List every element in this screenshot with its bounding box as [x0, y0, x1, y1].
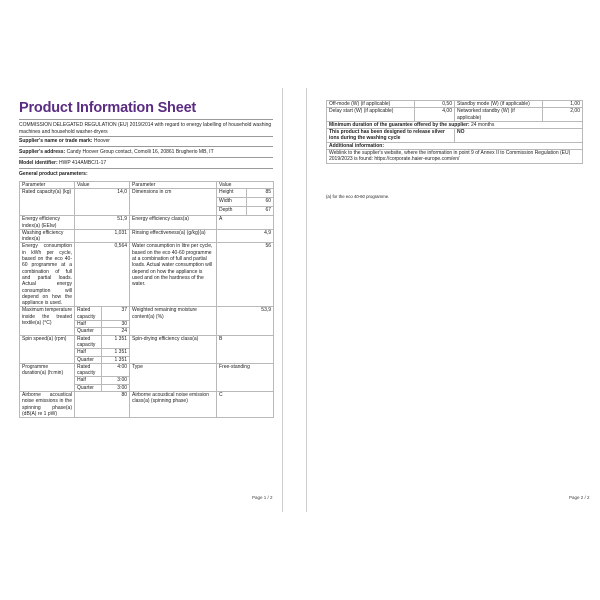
- divider: [19, 168, 273, 169]
- header-value: Value: [217, 182, 274, 189]
- noise-class-label: Airborne acoustical noise emission class(a) (spinning phase): [130, 392, 217, 418]
- supplier-address-label: Supplier's address:: [19, 149, 66, 155]
- table-row: [327, 150, 583, 164]
- standby-value: 1,00: [543, 101, 583, 108]
- spin-class-value: B: [217, 335, 274, 363]
- table-row: [20, 216, 274, 230]
- rated-capacity-value: 14,0: [75, 189, 130, 216]
- moisture-value: 53,9: [217, 307, 274, 335]
- temp-half-label: Half: [75, 321, 102, 328]
- parameters-table: [19, 181, 274, 418]
- header-parameter: Parameter: [130, 182, 217, 189]
- noise-label: Airborne acoustical noise emissions in the spinning phase(a) (dB(A) re 1 pW): [20, 392, 75, 418]
- delay-label: Delay start (W) (if applicable): [327, 108, 415, 122]
- divider: [19, 136, 273, 137]
- temp-label: Maximum temperature inside the treated textile(a) (°C): [20, 307, 75, 335]
- duration-half-label: Half: [75, 377, 102, 384]
- duration-label: Programme duration(a) (h:min): [20, 363, 75, 391]
- page-1: [0, 88, 283, 512]
- spin-class-label: Spin-drying efficiency class(a): [130, 335, 217, 363]
- table-row: [327, 108, 583, 122]
- type-label: Type: [130, 363, 217, 391]
- temp-quarter-label: Quarter: [75, 328, 102, 335]
- title-rule: [19, 119, 273, 120]
- noise-value: 80: [75, 392, 130, 418]
- table-row: [327, 129, 583, 143]
- dimensions-label: Dimensions in cm: [130, 189, 217, 216]
- duration-rated-value: 4:00: [102, 363, 130, 377]
- offmode-label: Off-mode (W) (if applicable): [327, 101, 415, 108]
- supplier-name: Hoover: [93, 138, 110, 144]
- power-table: [326, 100, 583, 164]
- page-2: [306, 88, 600, 512]
- moisture-label: Weighted remaining moisture content(a) (%): [130, 307, 217, 335]
- spin-rated-label: Rated capacity: [75, 335, 102, 349]
- energy-value: 0,564: [75, 243, 130, 307]
- guarantee-cell: [327, 121, 583, 128]
- rinse-label: Rinsing effectiveness(a) (g/kg)(a): [130, 229, 217, 243]
- energy-label: Energy consumption in kWh per cycle, based on the eco 40-60 programme at a combination of full and partial loads. Actual energy consumption will depend on how the appliance is used.: [20, 243, 75, 307]
- table-row: [20, 307, 274, 321]
- spin-rated-value: 1 351: [102, 335, 130, 349]
- type-value: Free-standing: [217, 363, 274, 391]
- table-header-row: [20, 182, 274, 189]
- regulation-text: COMMISSION DELEGATED REGULATION (EU) 2019/2014 with regard to energy labelling of household washing machines and household washer-dryers: [19, 122, 272, 135]
- table-row: [20, 392, 274, 418]
- network-value: 2,00: [543, 108, 583, 122]
- water-value: 56: [217, 243, 274, 307]
- network-label: Networked standby (W) (if applicable): [455, 108, 543, 122]
- supplier-address-line: [19, 149, 273, 156]
- height-value: 85: [247, 189, 274, 198]
- table-row: [20, 229, 274, 243]
- eec-label: Energy efficiency class(a): [130, 216, 217, 230]
- table-row: [20, 243, 274, 307]
- model-label: Model identifier:: [19, 160, 58, 166]
- duration-half-value: 3:00: [102, 377, 130, 384]
- duration-rated-label: Rated capacity: [75, 363, 102, 377]
- duration-quarter-value: 3:00: [102, 384, 130, 391]
- supplier-address: Candy Hoover Group contact, Comolli 16, 20861 Brugherio MB, IT: [66, 149, 214, 155]
- model-line: [19, 160, 273, 167]
- eei-value: 51,9: [75, 216, 130, 230]
- temp-rated-value: 37: [102, 307, 130, 321]
- spin-quarter-label: Quarter: [75, 356, 102, 363]
- table-row: [327, 142, 583, 149]
- noise-class-value: C: [217, 392, 274, 418]
- divider: [19, 146, 273, 147]
- spin-half-label: Half: [75, 349, 102, 356]
- table-row: [20, 335, 274, 349]
- guarantee-label: Minimum duration of the guarantee offered by the supplier:: [329, 121, 470, 128]
- general-parameters-label: General product parameters:: [19, 171, 88, 177]
- rated-capacity-label: Rated capacity(a) (kg): [20, 189, 75, 216]
- weblink-text: Weblink to the supplier's website, where the information in point 9 of Annex II to Commission Regulation (EU) 2019/2023 is found: https://corporate.haier-europe.com/en/: [327, 150, 583, 164]
- duration-quarter-label: Quarter: [75, 384, 102, 391]
- delay-value: 4,00: [415, 108, 455, 122]
- page-number: Page 2 / 2: [569, 495, 590, 500]
- table-row: [327, 121, 583, 128]
- wei-label: Washing efficiency index(a): [20, 229, 75, 243]
- width-value: 60: [247, 198, 274, 207]
- temp-half-value: 30: [102, 321, 130, 328]
- guarantee-value: 24 months: [470, 121, 495, 128]
- standby-label: Standby mode (W) (if applicable): [455, 101, 543, 108]
- supplier-name-line: [19, 138, 273, 145]
- depth-label: Depth: [217, 207, 247, 216]
- supplier-name-label: Supplier's name or trade mark:: [19, 138, 93, 144]
- additional-label: Additional information:: [327, 142, 583, 149]
- eec-value: A: [217, 216, 274, 230]
- width-label: Width: [217, 198, 247, 207]
- temp-rated-label: Rated capacity: [75, 307, 102, 321]
- silver-label: This product has been designed to release silver ions during the washing cycle: [327, 129, 455, 143]
- temp-quarter-value: 24: [102, 328, 130, 335]
- spin-quarter-value: 1 351: [102, 356, 130, 363]
- depth-value: 67: [247, 207, 274, 216]
- wei-value: 1,031: [75, 229, 130, 243]
- spin-label: Spin speed(a) (rpm): [20, 335, 75, 363]
- silver-value: NO: [455, 129, 583, 143]
- page-number: Page 1 / 2: [252, 495, 273, 500]
- height-label: Height: [217, 189, 247, 198]
- eei-label: Energy efficiency index(a) (EEIw): [20, 216, 75, 230]
- water-label: Water consumption in litre per cycle, based on the eco 40-60 programme at a combination of full and partial loads. Actual water consumption will depend on how the appliance is used and on the hardness of the water.: [130, 243, 217, 307]
- table-row: [20, 363, 274, 377]
- page-title: Product Information Sheet: [19, 100, 197, 116]
- model-identifier: HWP 414AMBC/1-17: [59, 160, 107, 166]
- rinse-value: 4,9: [217, 229, 274, 243]
- table-row: [20, 189, 274, 198]
- offmode-value: 0,50: [415, 101, 455, 108]
- footnote: (a) for the eco 40-60 programme.: [326, 194, 390, 199]
- table-row: [327, 101, 583, 108]
- divider: [19, 157, 273, 158]
- header-value: Value: [75, 182, 130, 189]
- header-parameter: Parameter: [20, 182, 75, 189]
- spin-half-value: 1 351: [102, 349, 130, 356]
